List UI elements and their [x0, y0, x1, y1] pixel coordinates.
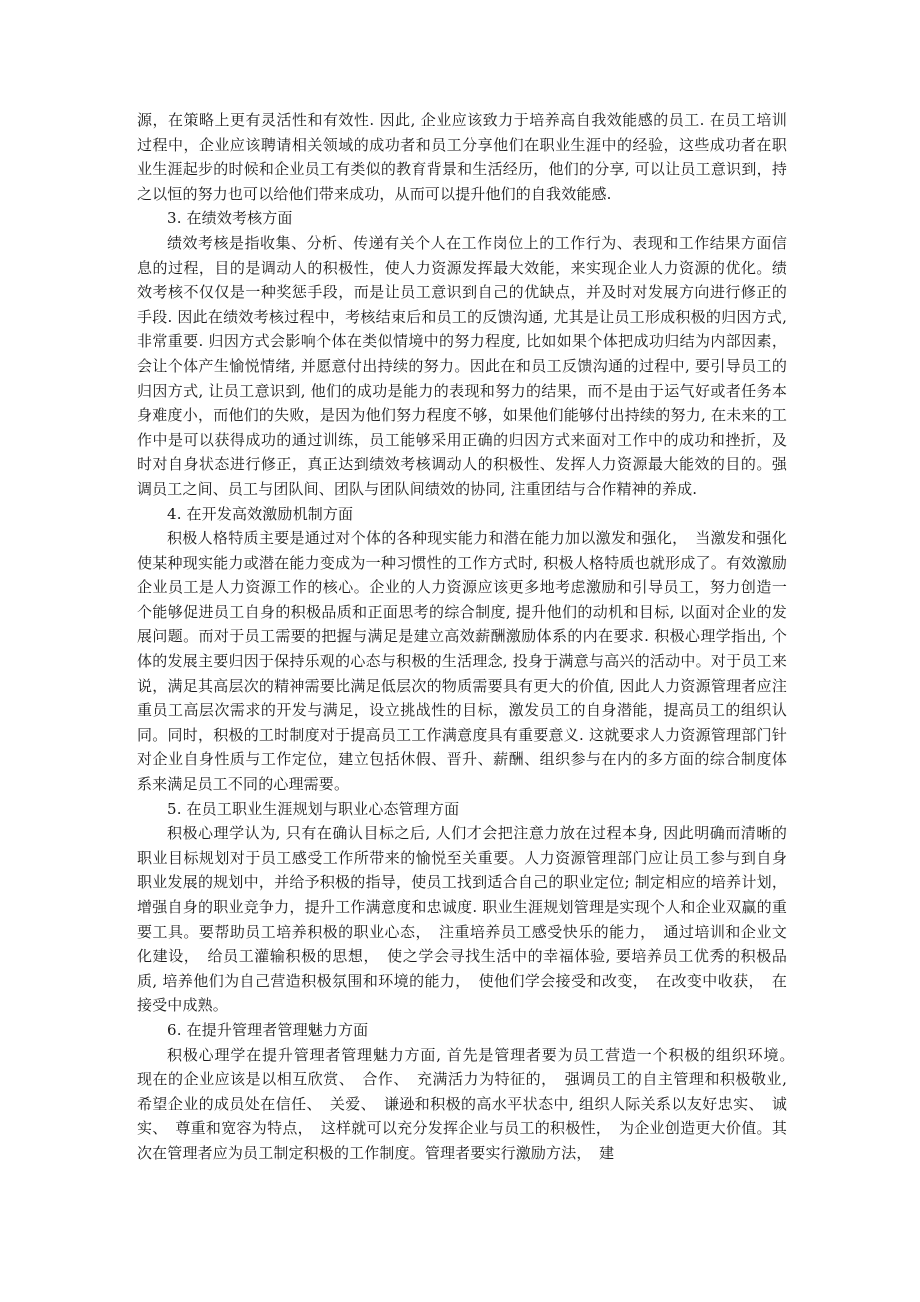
paragraph-career-planning: 积极心理学认为, 只有在确认目标之后, 人们才会把注意力放在过程本身, 因此明确而清晰的职业目标规划对于员工感受工作所带来的愉悦至关重要。人力资源管理部门应让员工参与到自身职业发展的规划中，并给予积极的指导，使员工找到适合自己的职业定位; 制定相应的培养计划，增强自身的职业竞争力，提升工作满意度和忠诚度. 职业生涯规划管理是实现个人和企业双赢的重要工具。要帮助员工培养积极的职业心态， 注重培养员工感受快乐的能力， 通过培训和企业文化建设， 给员工灌输积极的思想， 使之学会寻找生活中的幸福体验, 要培养员工优秀的积极品质, 培养他们为自己营造积极氛围和环境的能力， 使他们学会接受和改变， 在改变中收获， 在接受中成熟。: [137, 824, 787, 1015]
section-heading-4: 4. 在开发高效激励机制方面: [167, 504, 354, 523]
section-heading-5: 5. 在员工职业生涯规划与职业心态管理方面: [167, 799, 460, 818]
paragraph-manager-charisma: 积极心理学在提升管理者管理魅力方面, 首先是管理者要为员工营造一个积极的组织环境。 现在的企业应该是以相互欣赏、 合作、 充满活力为特征的， 强调员工的自主管理和积极敬业, 希望企业的成员处在信任、 关爱、 谦逊和积极的高水平状态中, 组织人际关系以友好忠实、 诚实、 尊重和宽容为特点， 这样就可以充分发挥企业与员工的积极性， 为企业创造更大价值。其次在管理者应为员工制定积极的工作制度。管理者要实行激励方法， 建: [137, 1045, 803, 1162]
paragraph-incentive-mechanism: 积极人格特质主要是通过对个体的各种现实能力和潜在能力加以激发和强化， 当激发和强化使某种现实能力或潜在能力变成为一种习惯性的工作方式时, 积极人格特质也就形成了。有效激励企业员工是人力资源工作的核心。企业的人力资源应该更多地考虑激励和引导员工，努力创造一个能够促进员工自身的积极品质和正面思考的综合制度, 提升他们的动机和目标, 以面对企业的发展问题。而对于员工需要的把握与满足是建立高效薪酬激励体系的内在要求. 积极心理学指出, 个体的发展主要归因于保持乐观的心态与积极的生活理念, 投身于满意与高兴的活动中。对于员工来说，满足其高层次的精神需要比满足低层次的物质需要具有更大的价值, 因此人力资源管理者应注重员工高层次需求的开发与满足，设立挑战性的目标，激发员工的自身潜能，提高员工的组织认同。同时，积极的工时制度对于提高员工工作满意度具有重要意义. 这就要求人力资源管理部门针对企业自身性质与工作定位，建立包括休假、晋升、薪酬、组织参与在内的多方面的综合制度体系来满足员工不同的心理需要。: [137, 529, 787, 794]
document-page: [137, 108, 803, 1166]
paragraph-continued: 源，在策略上更有灵活性和有效性. 因此, 企业应该致力于培养高自我效能感的员工. 在员工培训过程中，企业应该聘请相关领域的成功者和员工分享他们在职业生涯中的经验，这些成功者在职业生涯起步的时候和企业员工有类似的教育背景和生活经历，他们的分享, 可以让员工意识到，持之以恒的努力也可以给他们带来成功，从而可以提升他们的自我效能感.: [137, 111, 787, 203]
paragraph-performance-appraisal: 绩效考核是指收集、分析、传递有关个人在工作岗位上的工作行为、表现和工作结果方面信息的过程，目的是调动人的积极性，使人力资源发挥最大效能，来实现企业人力资源的优化。绩效考核不仅仅是一种奖惩手段，而是让员工意识到自己的优缺点，并及时对发展方向进行修正的手段. 因此在绩效考核过程中，考核结束后和员工的反馈沟通, 尤其是让员工形成积极的归因方式, 非常重要. 归因方式会影响个体在类似情境中的努力程度, 比如如果个体把成功归结为内部因素，会让个体产生愉悦情绪, 并愿意付出持续的努力。因此在和员工反馈沟通的过程中, 要引导员工的归因方式, 让员工意识到, 他们的成功是能力的表现和努力的结果，而不是由于运气好或者任务本身难度小，而他们的失败，是因为他们努力程度不够，如果他们能够付出持续的努力, 在未来的工作中是可以获得成功的通过训练，员工能够采用正确的归因方式来面对工作中的成功和挫折，及时对自身状态进行修正，真正达到绩效考核调动人的积极性、发挥人力资源最大能效的目的。强调员工之间、员工与团队间、团队与团队间绩效的协同, 注重团结与合作精神的养成.: [137, 233, 787, 498]
section-heading-3: 3. 在绩效考核方面: [167, 209, 293, 228]
section-heading-6: 6. 在提升管理者管理魅力方面: [167, 1020, 369, 1039]
